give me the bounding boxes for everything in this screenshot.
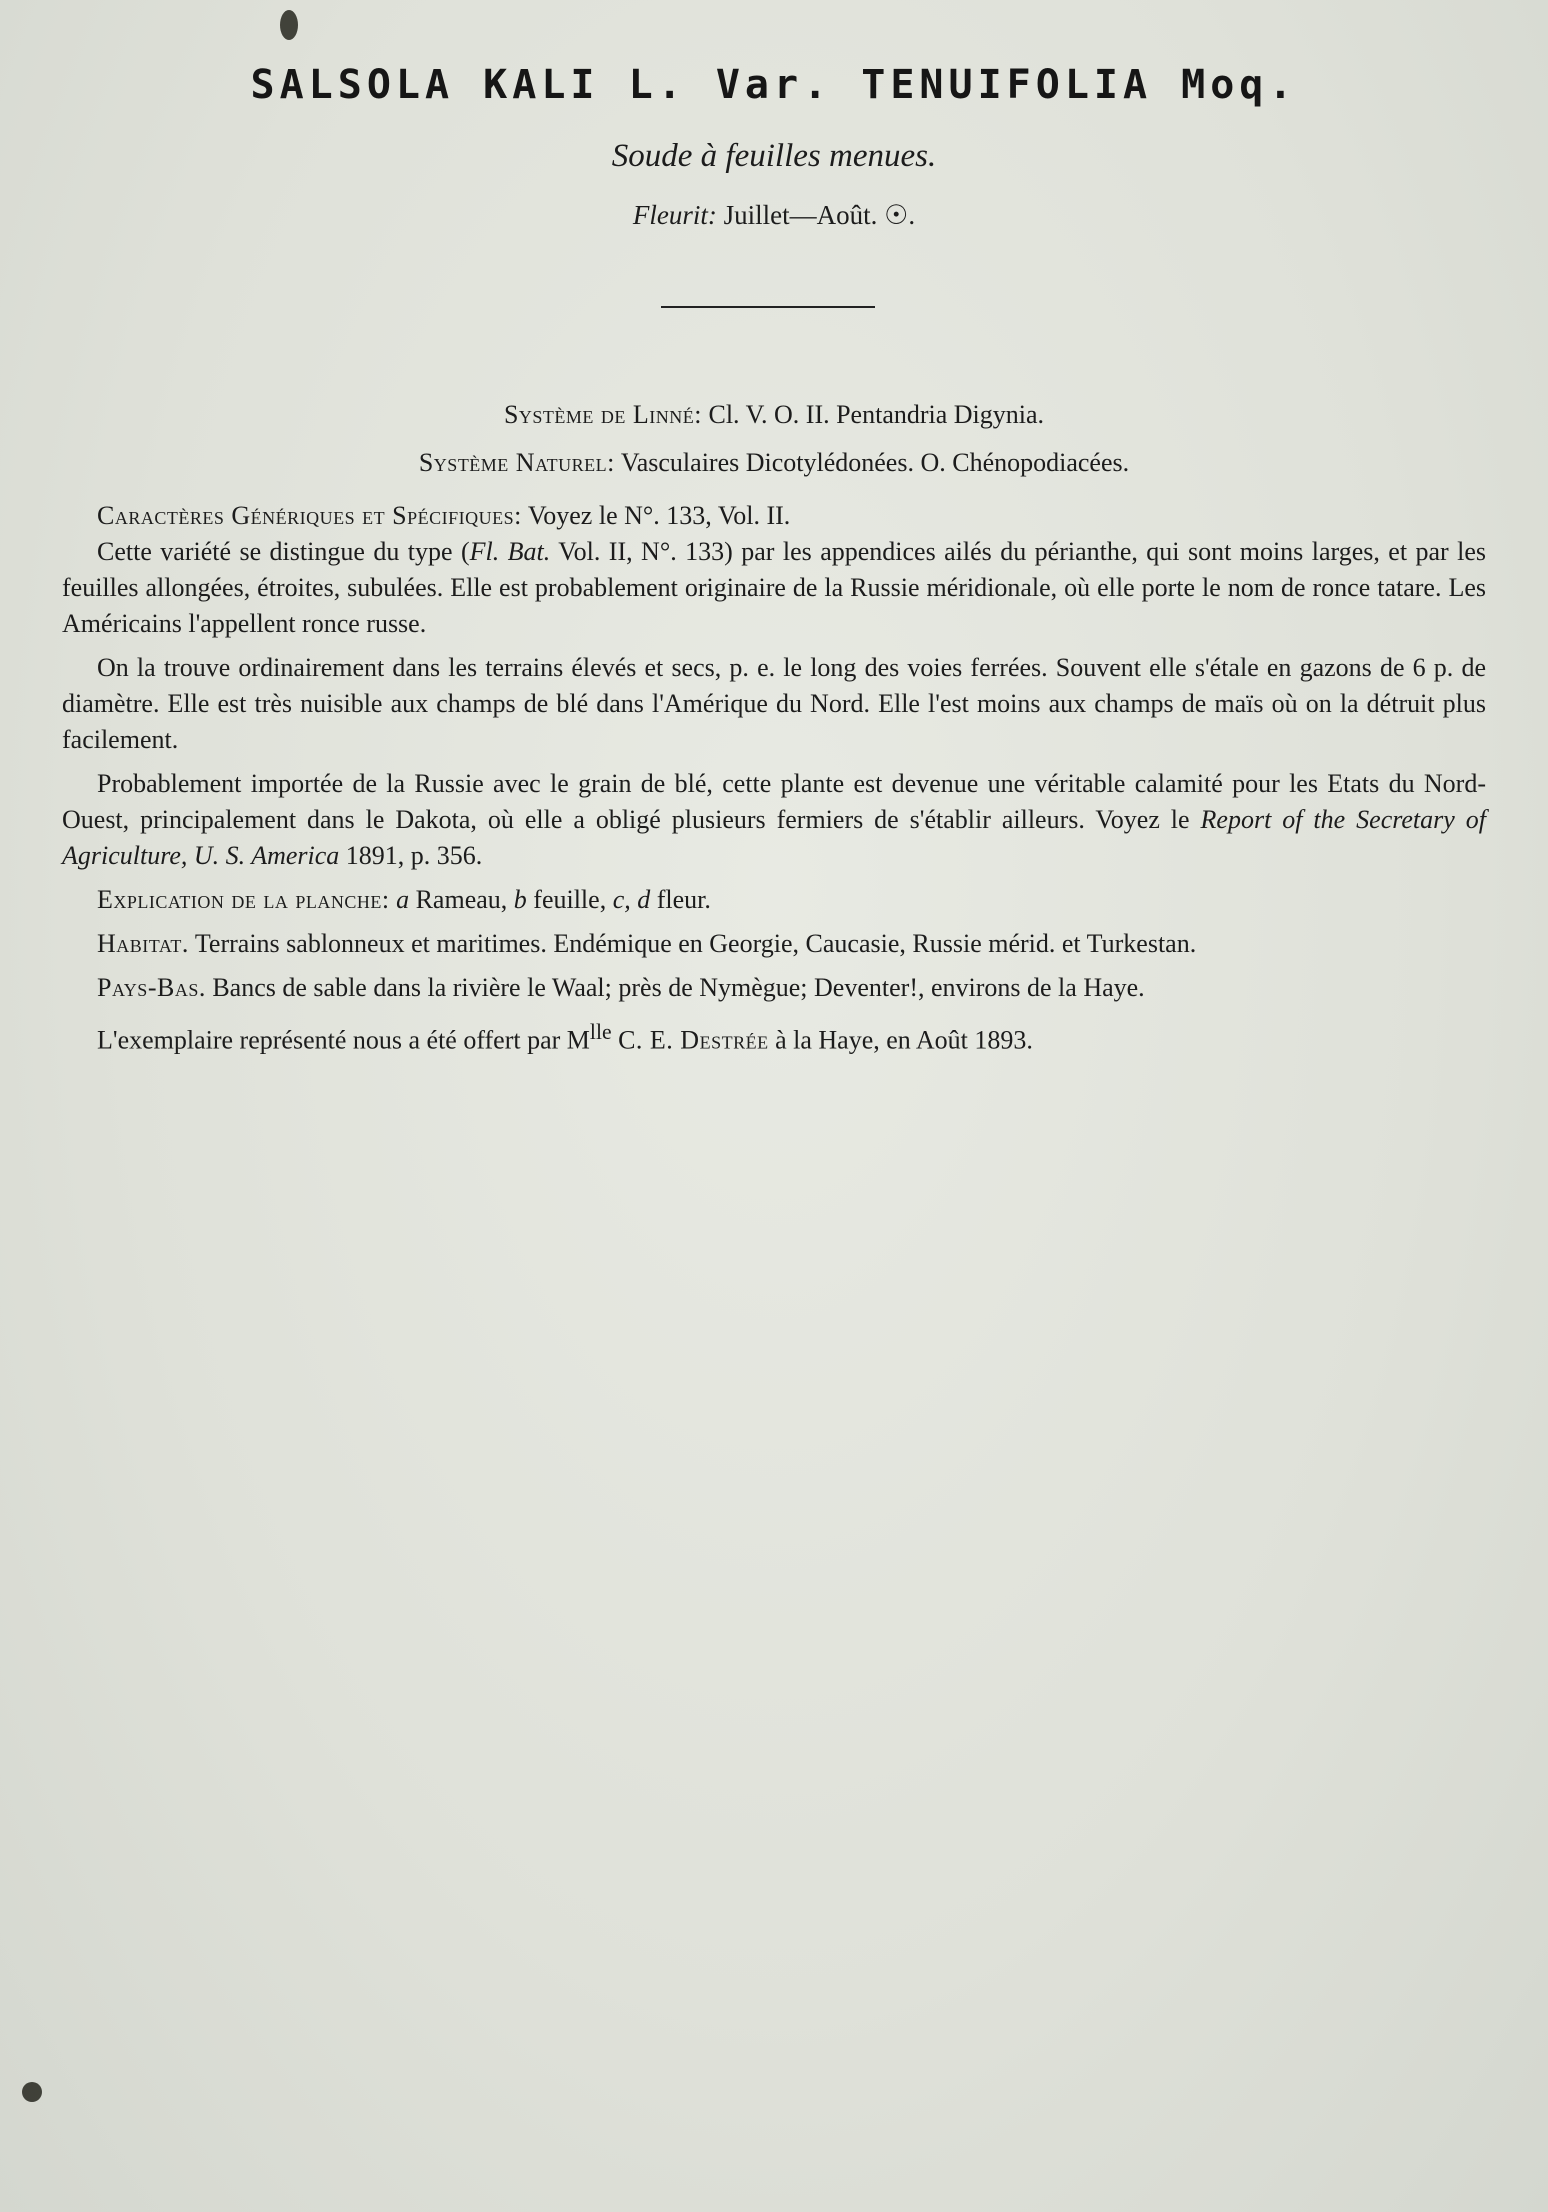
description-body [62,498,1486,1059]
habitat-value: Terrains sablonneux et maritimes. Endémique en Georgie, Caucasie, Russie mérid. et Turkestan. [194,929,1197,958]
habitat-label: Habitat. [97,929,189,958]
pays-bas-label: Pays-Bas. [97,973,206,1002]
exemplaire-sup: lle [589,1020,612,1044]
fig-a: a [396,885,410,914]
fig-cd-text: fleur. [650,885,711,914]
page-title: SALSOLA KALI L. Var. TENUIFOLIA Moq. [250,62,1298,108]
paragraph-variete [62,534,1486,642]
paragraph-importation [62,766,1486,874]
flora-reference: Fl. Bat. [469,537,551,566]
pays-bas-line [62,970,1486,1006]
ink-spot [280,10,298,40]
pays-bas-value: Bancs de sable dans la rivière le Waal; près de Nymègue; Deventer!, environs de la Haye. [212,973,1145,1002]
para3-text: Probablement importée de la Russie avec le grain de blé, cette plante est devenue une véritable calamité pour les Etats du Nord-Ouest, principalement dans le Dakota, où elle a obligé plusieurs fermiers de s'établir ailleurs. Voyez le [62,769,1486,834]
systeme-naturel [0,448,1548,478]
explication-line [62,882,1486,918]
para1-text-cont: Vol. II, N°. 133) par les appendices ailés du périanthe, qui sont moins larges, et par les feuilles allongées, étroites, subulées. Elle est probablement originaire de la Russie méridionale, où elle porte le nom de ronce tatare. Les Américains l'appellent ronce russe. [62,537,1486,638]
subtitle: Soude à feuilles menues. [611,138,937,174]
fig-cd: c, d [612,885,651,914]
systeme-naturel-value: Vasculaires Dicotylédonées. O. Chénopodiacées. [620,448,1130,477]
habitat-line [62,926,1486,962]
title-rule [661,306,875,308]
systeme-linne-value: Cl. V. O. II. Pentandria Digynia. [708,400,1045,429]
flowering-label: Fleurit: [632,200,717,230]
caracteres-value: Voyez le N°. 133, Vol. II. [527,501,791,530]
fig-b-text: feuille, [526,885,613,914]
fig-b: b [513,885,527,914]
systeme-linne-label: Système de Linné: [503,400,702,429]
paragraph-habitat-detail: On la trouve ordinairement dans les terrains élevés et secs, p. e. le long des voies ferrées. Souvent elle s'étale en gazons de 6 p. de diamètre. Elle est très nuisible aux champs de blé dans l'Amérique du Nord. Elle l'est moins aux champs de maïs où on la détruit plus facilement. [62,653,1486,754]
systeme-naturel-label: Système Naturel: [418,448,615,477]
exemplaire-line [62,1014,1486,1059]
para1-text: Cette variété se distingue du type ( [97,537,470,566]
exemplaire-text-cont: à la Haye, en Août 1893. [768,1025,1033,1055]
systeme-linne [0,400,1548,430]
caracteres-line [62,498,1486,534]
para3-text-cont: 1891, p. 356. [339,841,483,870]
flowering-value: Juillet—Août. ☉. [723,200,916,230]
caracteres-label: Caractères Génériques et Spécifiques: [97,501,522,530]
donor-name: C. E. Destrée [618,1025,769,1055]
explication-label: Explication de la planche: [97,885,390,914]
fig-a-text: Rameau, [409,885,514,914]
flowering-line [0,200,1548,231]
ink-spot [22,2082,42,2102]
exemplaire-text: L'exemplaire représenté nous a été offert par M [97,1025,590,1055]
report-reference: Report of the Secretary of Agriculture, U. S. America [62,805,1486,870]
